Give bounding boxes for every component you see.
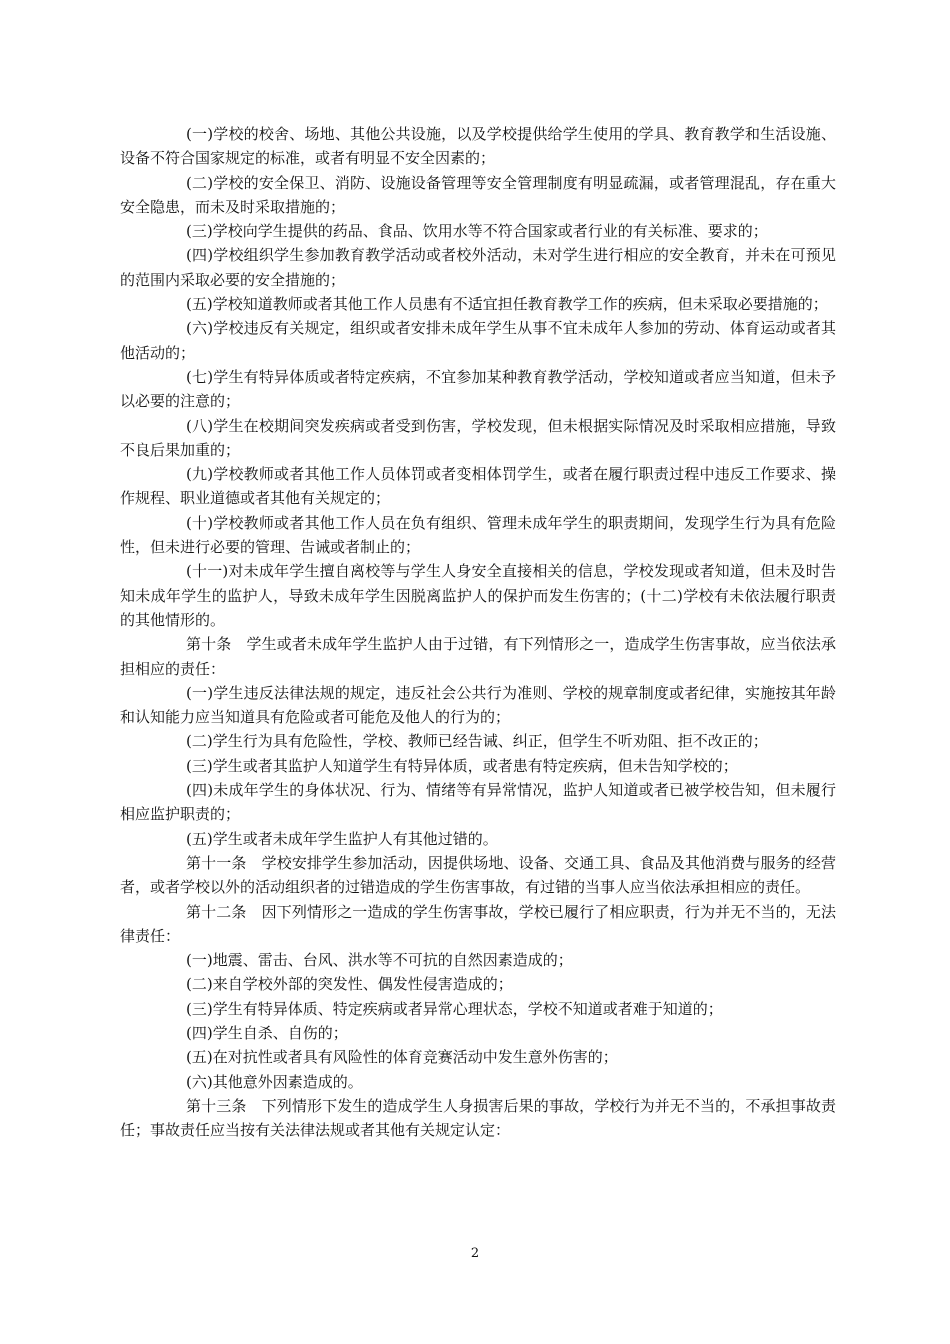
- page-number: 2: [470, 1246, 480, 1261]
- paragraph: (五)学生或者未成年学生监护人有其他过错的。: [186, 829, 498, 848]
- paragraph: (二)学生行为具有危险性，学校、教师已经告诫、纠正，但学生不听劝阻、拒不改正的；: [186, 732, 768, 751]
- paragraph: (一)地震、雷击、台风、洪水等不可抗的自然因素造成的；: [186, 951, 573, 970]
- article-13: 第十三条 下列情形下发生的造成学生人身损害后果的事故，学校行为并无不当的，不承担事故责任；事故责任应当按有关法律法规或者其他有关规定认定：: [120, 1096, 836, 1140]
- paragraph: (八)学生在校期间突发疾病或者受到伤害，学校发现，但未根据实际情况及时采取相应措施，导致不良后果加重的；: [120, 416, 836, 459]
- paragraph: (三)学校向学生提供的药品、食品、饮用水等不符合国家或者行业的有关标准、要求的；: [186, 222, 768, 241]
- paragraph: (五)学校知道教师或者其他工作人员患有不适宜担任教育教学工作的疾病，但未采取必要措施的；: [186, 295, 828, 314]
- paragraph: (三)学生或者其监护人知道学生有特异体质，或者患有特定疾病，但未告知学校的；: [186, 756, 738, 775]
- paragraph: (九)学校教师或者其他工作人员体罚或者变相体罚学生，或者在履行职责过程中违反工作要求、操作规程、职业道德或者其他有关规定的；: [120, 465, 836, 508]
- paragraph: (七)学生有特异体质或者特定疾病，不宜参加某种教育教学活动，学校知道或者应当知道，但未予以必要的注意的；: [120, 367, 836, 411]
- paragraph: (十一)对未成年学生擅自离校等与学生人身安全直接相关的信息，学校发现或者知道，但未及时告知未成年学生的监护人，导致未成年学生因脱离监护人的保护而发生伤害的；(十二)学校有未依法履行职责的其他情形的。: [120, 562, 836, 629]
- paragraph: (二)来自学校外部的突发性、偶发性侵害造成的；: [186, 975, 513, 994]
- article-12: 第十二条 因下列情形之一造成的学生伤害事故，学校已履行了相应职责，行为并无不当的，无法律责任：: [120, 902, 836, 945]
- paragraph: (五)在对抗性或者具有风险性的体育竞赛活动中发生意外伤害的；: [186, 1048, 618, 1067]
- paragraph: (四)学校组织学生参加教育教学活动或者校外活动，未对学生进行相应的安全教育，并未在可预见的范围内采取必要的安全措施的；: [120, 246, 836, 289]
- paragraph: (一)学校的校舍、场地、其他公共设施，以及学校提供给学生使用的学具、教育教学和生活设施、设备不符合国家规定的标准，或者有明显不安全因素的；: [120, 125, 836, 168]
- article-10: 第十条 学生或者未成年学生监护人由于过错，有下列情形之一，造成学生伤害事故，应当依法承担相应的责任：: [120, 635, 836, 678]
- paragraph: (四)学生自杀、自伤的；: [186, 1023, 348, 1042]
- article-11: 第十一条 学校安排学生参加活动，因提供场地、设备、交通工具、食品及其他消费与服务的经营者，或者学校以外的活动组织者的过错造成的学生伤害事故，有过错的当事人应当依法承担相应的责任。: [120, 853, 836, 897]
- paragraph: (一)学生违反法律法规的规定，违反社会公共行为准则、学校的规章制度或者纪律，实施按其年龄和认知能力应当知道具有危险或者可能危及他人的行为的；: [120, 683, 836, 727]
- paragraph: (三)学生有特异体质、特定疾病或者异常心理状态，学校不知道或者难于知道的；: [186, 999, 723, 1018]
- document-body: [120, 122, 836, 1142]
- paragraph: (六)学校违反有关规定，组织或者安排未成年学生从事不宜未成年人参加的劳动、体育运动或者其他活动的；: [120, 319, 836, 362]
- paragraph: (十)学校教师或者其他工作人员在负有组织、管理未成年学生的职责期间，发现学生行为具有危险性，但未进行必要的管理、告诫或者制止的；: [120, 513, 836, 557]
- paragraph: (四)未成年学生的身体状况、行为、情绪等有异常情况，监护人知道或者已被学校告知，但未履行相应监护职责的；: [120, 781, 836, 824]
- paragraph: (二)学校的安全保卫、消防、设施设备管理等安全管理制度有明显疏漏，或者管理混乱，存在重大安全隐患，而未及时采取措施的；: [120, 173, 836, 216]
- paragraph: (六)其他意外因素造成的。: [186, 1072, 363, 1091]
